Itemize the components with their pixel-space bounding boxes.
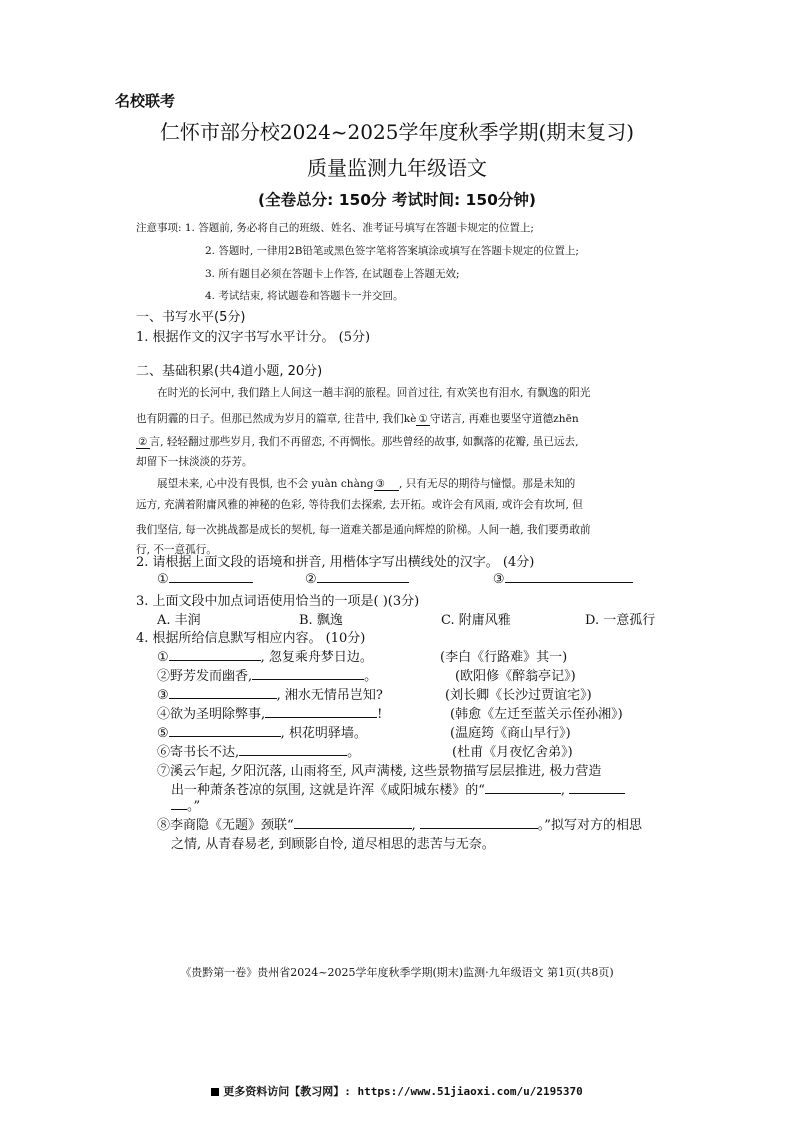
q4-blank-4 xyxy=(265,705,377,718)
score-time-info: (全卷总分: 150分 考试时间: 150分钟) xyxy=(258,191,536,209)
notice-item-3: 3. 所有题目必须在答题卡上作答, 在试题卷上答题无效; xyxy=(205,268,460,280)
q4-blank-6 xyxy=(239,743,347,756)
question-1: 1. 根据作文的汉字书写水平计分。 (5分) xyxy=(136,330,371,345)
blank-1: ① xyxy=(418,413,428,425)
q4-item-8-line1: ⑧李商隐《无题》颈联“ , 。”拟写对方的相思 xyxy=(157,818,642,833)
question-3: 3. 上面文段中加点词语使用恰当的一项是( )(3分) xyxy=(136,594,420,609)
q4-blank-5 xyxy=(169,724,281,737)
q4-item-5: ⑤ , 枳花明驿墙。 xyxy=(157,726,367,741)
q4-blank-7c xyxy=(171,797,187,810)
notice-item-4: 4. 考试结束, 将试题卷和答题卡一并交回。 xyxy=(205,290,404,302)
section1-heading: 一、书写水平(5分) xyxy=(136,310,246,325)
notice-item-1: 答题前, 务必将自己的班级、姓名、准考证号填写在答题卡规定的位置上; xyxy=(198,222,534,234)
q4-item-1: ① , 忽复乘舟梦日边。 xyxy=(157,650,373,665)
q4-item-3: ③ , 湘水无情吊岂知? xyxy=(157,688,383,703)
q2-answer-row xyxy=(157,570,633,587)
q4-item-7-line3: 。” xyxy=(171,795,200,814)
para2-line4: 行, 不一意孤行。 xyxy=(136,544,217,556)
para1-line2: 也有阴霾的日子。但那已然成为岁月的篇章, 往昔中, 我们kè ① 守诺言, 再难也要坚守道德zhēn xyxy=(136,413,579,425)
q2-mark-2: ② xyxy=(304,572,317,587)
q2-mark-1: ① xyxy=(157,572,169,587)
q4-source-5: (温庭筠《商山早行》) xyxy=(450,726,571,741)
q3-option-d: D. 一意孤行 xyxy=(585,613,656,628)
resource-link[interactable]: 更多资料访问【教习网】: https://www.51jiaoxi.com/u/2195370 xyxy=(0,1083,794,1099)
q2-mark-3: ③ xyxy=(492,572,505,587)
para2-line1: 展望未来, 心中没有畏惧, 也不会 yuàn chàng ③ , 只有无尽的期待与憧憬。那是未知的 xyxy=(157,478,576,490)
q4-blank-8a xyxy=(294,816,412,829)
q4-item-4: ④欲为圣明除弊事, ! xyxy=(157,707,383,722)
notice-label: 注意事项: 1. 答题前, 务必将自己的班级、姓名、准考证号填写在答题卡规定的位置上; xyxy=(136,222,534,234)
exam-title-line1: 仁怀市部分校2024~2025学年度秋季学期(期末复习) xyxy=(159,120,635,144)
section2-heading: 二、基础积累(共4道小题, 20分) xyxy=(136,364,323,379)
q4-item-7-line1: ⑦溪云乍起, 夕阳沉落, 山雨将至, 风声满楼, 这些景物描写层层推进, 极力营造 xyxy=(157,764,602,779)
para2-line3: 我们坚信, 每一次挑战都是成长的契机, 每一道难关都是通向辉煌的阶梯。人间一趟, 我们要勇敢前 xyxy=(136,524,591,536)
q4-source-1: (李白《行路难》其一) xyxy=(440,650,568,665)
exam-title-line2: 质量监测九年级语文 xyxy=(307,156,487,180)
q4-item-8-line2: 之情, 从青春易老, 到顾影自怜, 道尽相思的悲苦与无奈。 xyxy=(171,837,495,852)
q4-source-6: (杜甫《月夜忆舍弟》) xyxy=(452,745,573,760)
q3-option-a: A. 丰润 xyxy=(157,613,201,628)
q2-blank-1 xyxy=(169,570,253,583)
q3-option-c: C. 附庸风雅 xyxy=(441,613,511,628)
notice-item-2: 2. 答题时, 一律用2B铅笔或黑色签字笔将答案填涂或填写在答题卡规定的位置上; xyxy=(205,245,579,257)
para1-line1: 在时光的长河中, 我们踏上人间这一趟丰润的旅程。回首过往, 有欢笑也有泪水, 有飘逸的阳光 xyxy=(157,387,591,399)
q4-blank-7a xyxy=(485,781,561,794)
question-2: 2. 请根据上面文段的语境和拼音, 用楷体字写出横线处的汉字。 (4分) xyxy=(136,555,535,570)
q4-blank-8b xyxy=(420,816,538,829)
q4-item-7-line2: 出一种萧条苍凉的氛围, 这就是许浑《咸阳城东楼》的“ , xyxy=(171,779,625,798)
q4-source-4: (韩愈《左迁至蓝关示侄孙湘》) xyxy=(450,707,623,722)
q4-blank-2 xyxy=(252,667,364,680)
para1-line4: 却留下一抹淡淡的芬芳。 xyxy=(136,456,253,468)
joint-exam-tag: 名校联考 xyxy=(115,92,176,110)
q2-blank-2 xyxy=(317,570,409,583)
page-footer: 《贵黔第一卷》贵州省2024~2025学年度秋季学期(期末)监测·九年级语文 第1页(共8页) xyxy=(180,966,614,979)
q4-item-2: ②野芳发而幽香, 。 xyxy=(157,669,378,684)
q4-item-6: ⑥寄书长不达, 。 xyxy=(157,745,361,760)
question-4: 4. 根据所给信息默写相应内容。 (10分) xyxy=(136,631,366,646)
q4-blank-3 xyxy=(169,686,277,699)
q4-source-2: (欧阳修《醉翁亭记》) xyxy=(455,669,576,684)
q4-source-3: (刘长卿《长沙过贾谊宅》) xyxy=(445,688,592,703)
q2-blank-3 xyxy=(505,570,633,583)
q4-blank-7b xyxy=(569,781,625,794)
para1-line3: ② 言, 轻轻翻过那些岁月, 我们不再留恋, 不再惆怅。那些曾经的故事, 如飘落的花瓣, 虽已远去, xyxy=(138,436,579,448)
blank-2: ② xyxy=(138,436,148,448)
blank-3: ③ xyxy=(374,478,400,491)
para2-line2: 远方, 充满着附庸风雅的神秘的色彩, 等待我们去探索, 去开拓。或许会有风雨, 或许会有坎坷, 但 xyxy=(136,499,583,511)
flag-icon xyxy=(211,1088,219,1096)
q4-blank-1 xyxy=(169,648,261,661)
q3-option-b: B. 飘逸 xyxy=(299,613,343,628)
